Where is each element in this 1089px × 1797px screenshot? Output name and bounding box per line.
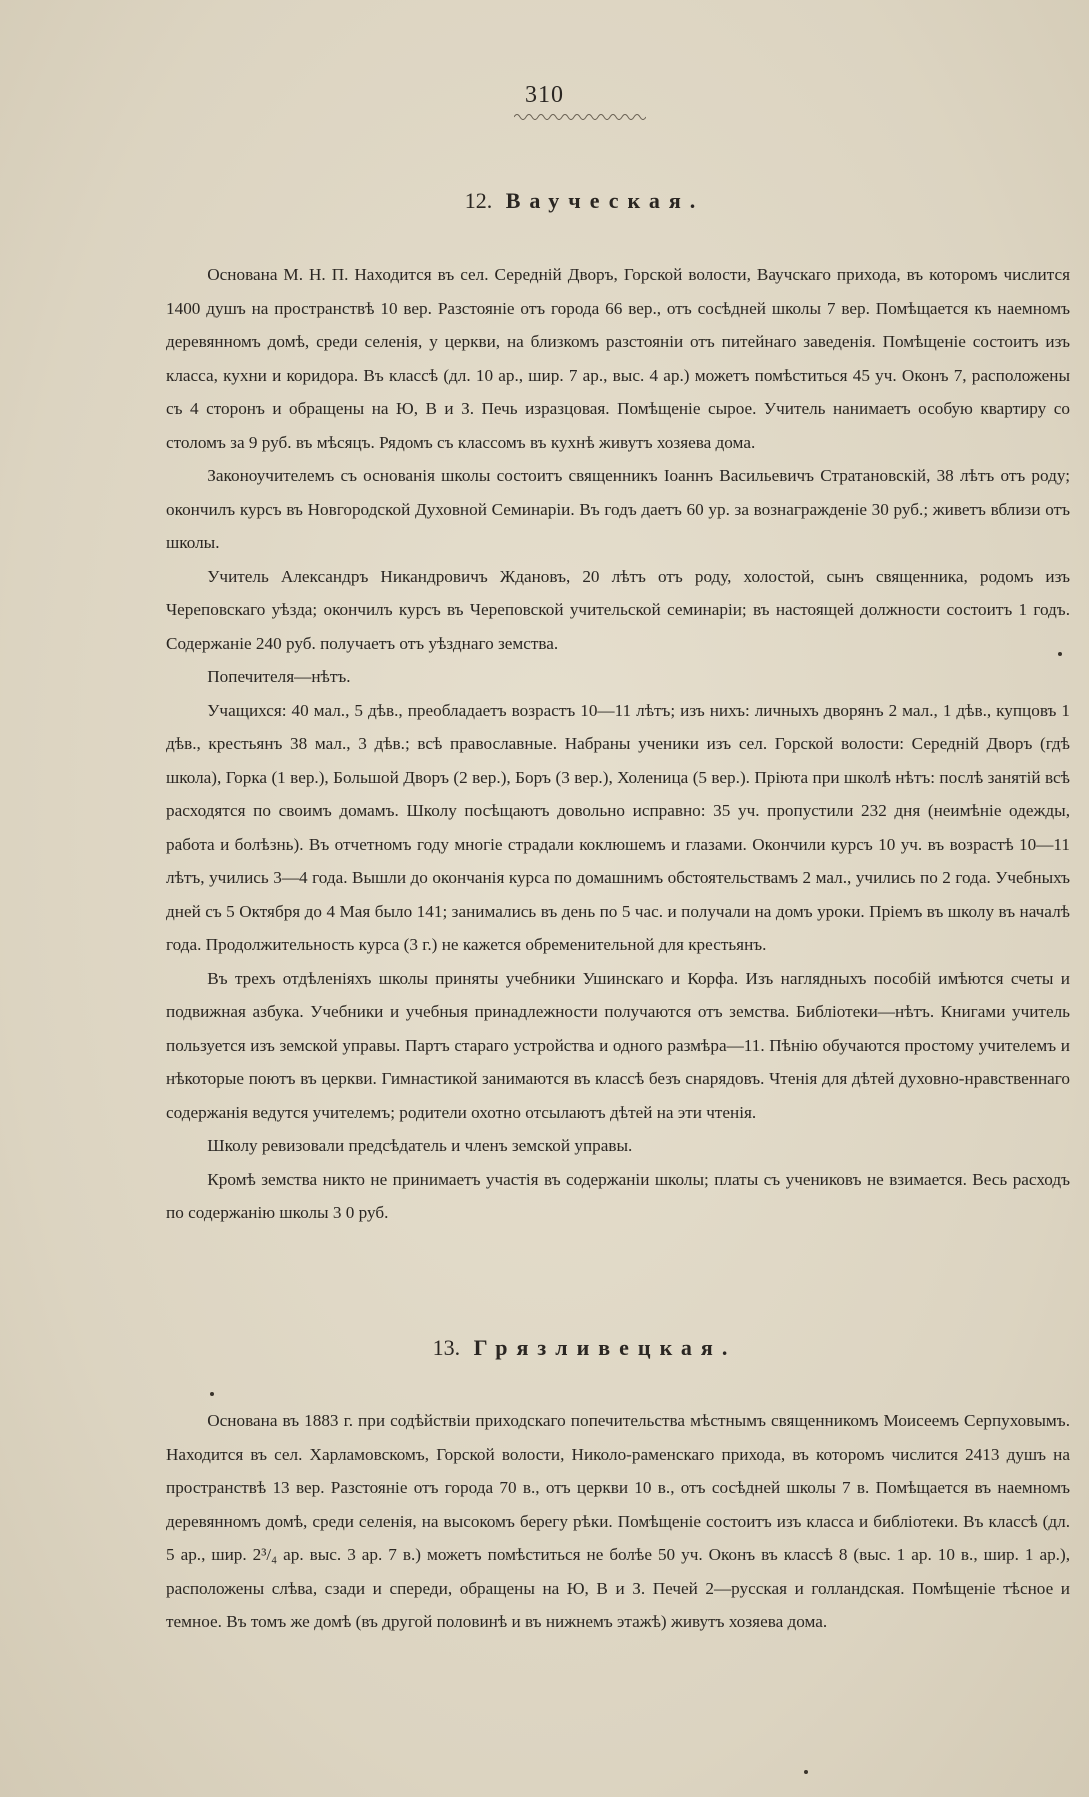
section-number: 12. <box>464 188 493 213</box>
paragraph: Учитель Александръ Никандровичъ Ждановъ, 20 лѣтъ отъ роду, холостой, сынъ священника, родомъ изъ Череповскаго уѣзда; окончилъ курсъ въ Череповской учительской семинаріи; въ настоящей должности состоитъ 1 годъ. Содержаніе 240 руб. получаетъ отъ уѣзднаго земства. <box>166 566 1070 653</box>
paragraph: Законоучителемъ съ основанія школы состоитъ священникъ Іоаннъ Васильевичъ Стратановскій, 38 лѣтъ отъ роду; окончилъ курсъ въ Новгородской Духовной Семинаріи. Въ годъ даетъ 60 ур. за вознагражденіе 30 руб.; живетъ вблизи отъ школы. <box>166 466 1070 552</box>
section-heading-12 <box>40 188 1089 214</box>
paragraph: Кромѣ земства никто не принимаетъ участія въ содержаніи школы; платы съ учениковъ не взимается. Весь расходъ по содержанію школы 3 0 руб. <box>166 1169 1070 1222</box>
section-number: 13. <box>432 1335 461 1360</box>
section-heading-13 <box>40 1335 1089 1361</box>
page-number: 310 <box>525 82 564 108</box>
paragraph: Въ трехъ отдѣленіяхъ школы приняты учебники Ушинскаго и Корфа. Изъ наглядныхъ пособій имѣются счеты и подвижная азбука. Учебники и учебныя принадлежности получаются отъ земства. Библіотеки—нѣтъ. Книгами учитель пользуется изъ земской управы. Партъ стараго устройства и одного размѣра—11. Пѣнію обучаются простому учителемъ и нѣкоторые поютъ въ церкви. Гимнастикой занимаются въ классѣ безъ снарядовъ. Чтенія для дѣтей духовно-нравственнаго содержанія ведутся учителемъ; родители охотно отсылаютъ дѣтей на эти чтенія. <box>166 968 1070 1122</box>
decorative-wave-ornament <box>514 112 646 122</box>
paragraph: Школу ревизовали предсѣдатель и членъ земской управы. <box>207 1136 633 1155</box>
paragraph: Основана въ 1883 г. при содѣйствіи приходскаго попечительства мѣстнымъ священникомъ Моисеемъ Серпуховымъ. Находится въ сел. Харламовскомъ, Горской волости, Николо-раменскаго прихода, въ которомъ числится 2413 душъ на пространствѣ 13 вер. Разстояніе отъ города 70 в., отъ церкви 10 в., отъ сосѣдней школы 7 в. Помѣщается въ наемномъ деревянномъ домѣ, среди селенія, на высокомъ берегу рѣки. Помѣщеніе состоитъ изъ класса и библіотеки. Въ классѣ (дл. 5 ар., шир. 2³/₄ ар. выс. 3 ар. 7 в.) можетъ помѣститься не болѣе 50 уч. Оконъ въ классѣ 8 (выс. 1 ар. 10 в., шир. 1 ар.), расположены слѣва, сзади и спереди, обращены на Ю, В и З. Печей 2—русская и голландская. Помѣщеніе тѣсное и темное. Въ томъ же домѣ (въ другой половинѣ и въ нижнемъ этажѣ) живутъ хозяева дома. <box>166 1411 1070 1631</box>
paragraph: Основана М. Н. П. Находится въ сел. Середній Дворъ, Горской волости, Ваучскаго прихода, въ которомъ числится 1400 душъ на пространствѣ 10 вер. Разстояніе отъ города 66 вер., отъ сосѣдней школы 7 вер. Помѣщается къ наемномъ деревянномъ домѣ, среди селенія, у церкви, на близкомъ разстояніи отъ питейнаго заведенія. Помѣщеніе состоитъ изъ класса, кухни и коридора. Въ классѣ (дл. 10 ар., шир. 7 ар., выс. 4 ар.) можетъ помѣститься 45 уч. Оконъ 7, расположены съ 4 сторонъ и обращены на Ю, В и З. Печь изразцовая. Помѣщеніе сырое. Учитель нанимаетъ особую квартиру со столомъ за 9 руб. въ мѣсяцъ. Рядомъ съ классомъ въ кухнѣ живутъ хозяева дома. <box>166 265 1070 452</box>
scan-speck <box>1058 652 1062 656</box>
section-body-12 <box>166 258 1070 1230</box>
section-body-13 <box>166 1404 1070 1639</box>
scan-speck <box>210 1392 214 1396</box>
section-title: Грязливецкая. <box>473 1335 737 1360</box>
scan-speck <box>804 1770 808 1774</box>
paragraph: Попечителя—нѣтъ. <box>207 667 351 686</box>
paragraph: Учащихся: 40 мал., 5 дѣв., преобладаетъ возрастъ 10—11 лѣтъ; изъ нихъ: личныхъ дворянъ 2 мал., 1 дѣв., купцовъ 1 дѣв., крестьянъ 38 мал., 3 дѣв.; всѣ православные. Набраны ученики изъ сел. Горской волости: Середній Дворъ (гдѣ школа), Горка (1 вер.), Большой Дворъ (2 вер.), Боръ (3 вер.), Холеница (5 вер.). Пріюта при школѣ нѣтъ: послѣ занятій всѣ расходятся по своимъ домамъ. Школу посѣщаютъ довольно исправно: 35 уч. пропустили 232 дня (неимѣніе одежды, работа и болѣзнь). Въ отчетномъ году многіе страдали коклюшемъ и глазами. Окончили курсъ 10 уч. въ возрастѣ 10—11 лѣтъ, учились 3—4 года. Вышли до окончанія курса по домашнимъ обстоятельствамъ 2 мал., учились по 2 года. Учебныхъ дней съ 5 Октября до 4 Мая было 141; занимались въ день по 5 час. и получали на домъ уроки. Пріемъ въ школу въ началѣ года. Продолжительность курса (3 г.) не кажется обременительной для крестьянъ. <box>166 700 1070 954</box>
section-title: Вауческая. <box>505 188 705 213</box>
